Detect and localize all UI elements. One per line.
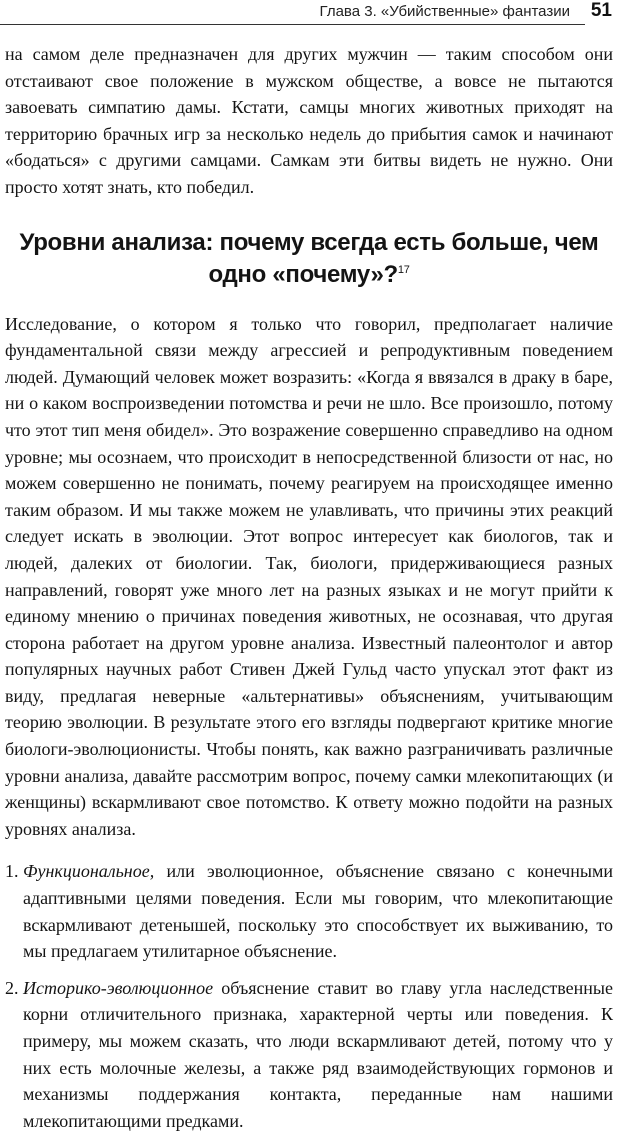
- page-number: 51: [590, 0, 612, 21]
- page-body: [5, 41, 613, 1144]
- list-item: [5, 975, 613, 1135]
- header-rule: [0, 24, 585, 25]
- list-item-text: объяснение ставит во главу угла наследственные корни отличительного признака, характерной черты или поведения. К примеру, мы можем сказать, что люди вскармливают детей, потому что у них есть молочные железы, а также ряд взаимодействующих гормонов и механизмы поддержания контакта, переданные нам нашими млекопитающими предками.: [23, 977, 613, 1131]
- footnote-reference: 17: [397, 263, 410, 276]
- section-heading: [5, 227, 613, 291]
- running-header: [0, 0, 620, 30]
- list-item-number: 1.: [5, 861, 19, 882]
- chapter-title: Глава 3. «Убийственные» фантазии: [319, 3, 570, 20]
- list-item: [5, 858, 613, 964]
- analysis-levels-list: [5, 858, 613, 1134]
- section-heading-text: Уровни анализа: почему всегда есть больше, чем одно «почему»?: [19, 228, 599, 288]
- main-paragraph: Исследование, о котором я только что говорил, предполагает наличие фундаментальной связи между агрессией и репродуктивным поведением людей. Думающий человек может возразить: «Когда я ввязался в драку в баре, ни о каком воспроизведении потомства и речи не шло. Все произошло, потому что этот тип меня обидел». Это возражение совершенно справедливо на одном уровне; мы осознаем, что происходит в непосредственной близости от нас, но можем совершенно не понимать, почему реагируем на происходящее именно таким образом. И мы также можем не улавливать, что причины этих реакций следует искать в эволюции. Этот вопрос интересует как биологов, так и людей, далеких от биологии. Так, биологи, придерживающиеся разных направлений, говорят уже много лет на разных языках и не могут прийти к единому мнению о причинах поведения животных, не осознавая, что другая сторона работает на другом уровне анализа. Известный палеонтолог и автор популярных научных работ Стивен Джей Гульд часто упускал этот факт из виду, предлагая неверные «альтернативы» объяснениям, учитывающим теорию эволюции. В результате этого его взгляды подвергают критике многие биологи-эволюционисты. Чтобы понять, как важно разграничивать различные уровни анализа, давайте рассмотрим вопрос, почему самки млекопитающих (и женщины) вскармливают свое потомство. К ответу можно подойти на разных уровнях анализа.: [5, 313, 613, 839]
- list-item-number: 2.: [5, 977, 19, 998]
- intro-paragraph: на самом деле предназначен для других мужчин — таким способом они отстаивают свое положение в мужском обществе, а вовсе не пытаются завоевать симпатию дамы. Кстати, самцы многих животных приходят на территорию брачных игр за несколько недель до прибытия самок и начинают «бодаться» с другими самцами. Самкам эти битвы видеть не нужно. Они просто хотят знать, кто победил.: [5, 44, 613, 197]
- list-item-text: или эволюционное, объяснение связано с конечными адаптивными целями поведения. Если мы говорим, что млекопитающие вскармливают детенышей, поскольку это способствует их выживанию, то мы предлагаем утилитарное объяснение.: [23, 861, 613, 962]
- list-item-term: Историко-эволюционное: [23, 977, 214, 998]
- list-item-term: Функциональное,: [23, 861, 155, 882]
